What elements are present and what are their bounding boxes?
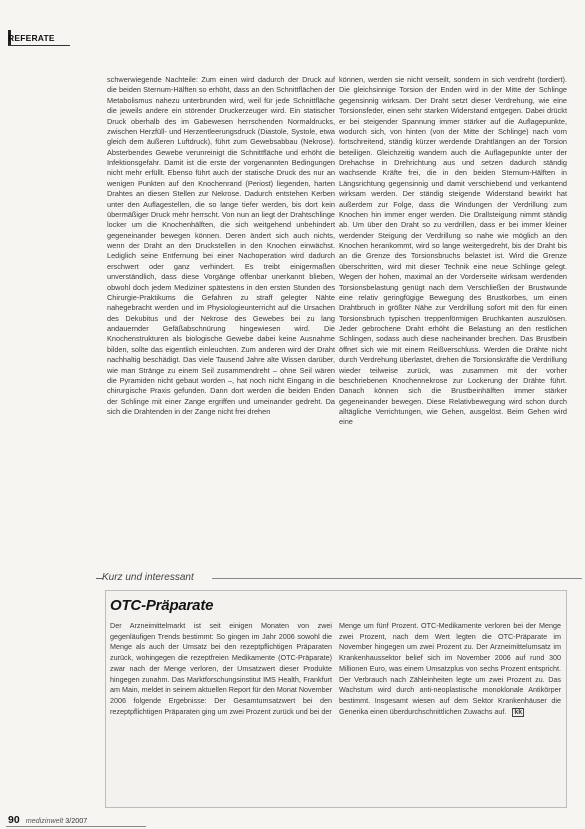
info-box-title: OTC-Präparate [110, 597, 214, 614]
kurz-section-rule [212, 578, 582, 579]
section-label: REFERATE [8, 33, 55, 43]
footer-rule [6, 826, 146, 827]
kurz-section-label: Kurz und interessant [102, 572, 194, 583]
info-box-right-text: Menge um fünf Prozent. OTC-Medikamente verloren bei der Menge zwei Prozent, nach dem Wert legten die OTC-Präparate im November hingegen um zwei Prozent zu. Der Arzneimittelumsatz im Krankenhaussektor belief sich im November 2006 auf rund 300 Millionen Euro, was einem Umsatzplus von sechs Prozent entspricht. Der Verbrauch nach Zähleinheiten legte um zwei Prozent zu. Das Wachstum wird durch anti-neoplastische monoklonale Antikörper bestimmt. Insgesamt wiesen auf dem Sektor Krankenhäuser die Generika einen überdurchschnittlichen Zuwachs auf. [339, 621, 561, 716]
end-mark: kk [514, 708, 523, 716]
page-number: 90 [8, 814, 20, 826]
page-footer [8, 814, 87, 826]
info-box-column-left: Der Arzneimittelmarkt ist seit einigen Monaten von zwei gegenläufigen Trends bestimmt: So gingen im Jahr 2006 sowohl die Menge als auch der Umsatz bei den rezeptpflichtigen Präparaten zurück, wohingegen die rezeptfreien Medikamente (OTC-Präparate) zwar nach der Menge verloren, der Umsatzwert dieser Produkte hingegen zunahm. Das Marktforschungsinstitut IMS Health, Frankfurt am Main, meldet in seinem aktuellen Report für den Monat November 2006 folgende Ergebnisse: Der Gesamtumsatzwert bei den rezeptpflichtigen Präparaten ging um zwei Prozent zurück und bei der [110, 621, 332, 716]
info-box-column-right [339, 621, 561, 717]
magazine-name: medizinwelt [25, 816, 64, 825]
issue-number: 3/2007 [65, 816, 88, 825]
body-column-right: können, werden sie nicht verseilt, sondern in sich verdreht (tordiert). Die gleichsinnige Torsion der Enden wird in der Mitte der Schlinge gegensinnig wirksam. Der Draht setzt dieser Verdrehung, wie eine Torsionsfeder, einen sehr starken Widerstand entgegen. Dabei drückt er bei steigender Spannung immer stärker auf die Auflagepunkte, wodurch sich, von hinten (von der Mitte der Schlinge) nach vorn fortschreitend, ständig kürzer werdende Drahtlängen an der Torsion beteiligen. Gleichzeitig wandern auch die Auflagepunkte unter der Drehachse in Drehrichtung aus und setzen dadurch ständig wachsende Kräfte frei, die in den beiden Sternum-Hälften in Längsrichtung gegensinnig und damit verschiebend und verkantend wirksam werden. Der ständig steigende Widerstand bewirkt hat außerdem zur Folge, dass die Windungen der Verdrillung zum Knochen hin immer enger werden. Die Drallsteigung nimmt ständig ab. Um über den Draht so zu verdrillen, dass er bei immer kleiner werdender Steigung der Verdrillung so nahe wie möglich an den Knochen herankommt, wird so lange weitergedreht, bis der Draht bis an die Grenze des Torsionsbruchs belastet ist. Wird die Grenze überschritten, wird mit dieser Technik eine neue Schlinge gelegt. Wegen der hohen, maximal an der Vorderseite wirksam werdenden Torsionsbelastung genügt nach dem Verschließen der Brustwunde eine relativ geringfügige Bewegung des Brustkorbes, um einen Drahtbruch in größter Nähe zur Verdrillung sofort mit den für einen Torsionsbruch typischen treppenförmigen Bruchkanten auszulösen. Jeder gebrochene Draht erhöht die Belastung an den restlichen Schlingen, sodass auch diese nacheinander brechen. Das Brustbein öffnet sich wie mit einem Reißverschluss. Werden die Drähte nicht durch Verdrehung überlastet, drehen die Torsionskräfte die Verdrillung wieder teilweise zurück, was zusammen mit der vorher beschriebenen Knochennekrose zur Lockerung der Drähte führt. Danach können sich die Brustbeinhälften immer stärker gegeneinander bewegen. Diese Relativbewegung wird schon durch alltägliche Verrichtungen, wie Gehen, ausgelöst. Beim Gehen wird eine [339, 75, 567, 427]
header-rule [8, 45, 70, 46]
body-column-left: schwerwiegende Nachteile: Zum einen wird dadurch der Druck auf die beiden Sternum-Hälften so erhöht, dass an den Schnittflächen der Metabolismus nahezu unterbrunden wird, weil für jede Schnittfläche die jeweils andere ein störender Druckerzeuger wird. Ein statischer Druck oberhalb des im Gabewesen herrschenden Normaldrucks, zwischen Herzfüll- und Herzentleerungsdruck (Diastole, Systole, etwa gleich dem äußeren Luftdruck), führt zum Gewebsabbau (Nekrose). Absterbendes Gewebe verunreinigt die Schnittfläche und erhöht die Infektionsgefahr. Damit ist die erste der vorgenannten Bedingungen nicht mehr erfüllt. Ebenso führt auch der statische Druck des nur an wenigen Punkten auf den Knochenrand (Periost) liegenden, harten Drahtes an diesen Stellen zur Nekrose. Dadurch entstehen Kerben unter den Auflagestellen, die so lange tiefer werden, bis dort kein übermäßiger Druck mehr herrscht. Von nun an liegt der Drahtschlinge locker um die Knochenhälften, die sich weitgehend unbehindert gegeneinander bewegen können. Deren ändert sich auch nichts, wenn der Draht an den Druckstellen in den Knochen einwächst. Lediglich seine Entfernung bei einer Nachoperation wird dadurch erschwert oder ganz verhindert. Es treibt einigermaßen unverständlich, dass diese Vorgänge offenbar unerkannt blieben, obwohl doch jedem Mediziner spätestens in den ersten Stunden des Chirurgie-Praktikums die Gefahren zu straff gelegter Nähte nahegebracht werden und im Physiologieunterricht auf die Ursachen des Dekubitus und der Nekrose des Gewebes bei zu lang andauernder Gefäßabschnürung hingewiesen wird. Die Knochenstrukturen als biologische Gewebe dabei keine Ausnahme bilden, sollte das eigentlich einleuchten. Zum anderen wird der Draht nachhaltig beschädigt. Das viele Tausend Jahre alte Wissen darüber, wie man Stränge zu einem Seil zusammendreht – ohne Seil wären die Pyramiden nicht gebaut worden –, hat noch nicht Eingang in die chirurgische Praxis gefunden. Dann dort werden die beiden Enden der Schlinge mit einer Zange ergriffen und umeinander gedreht. Da sich die Drahtenden in der Zange nicht frei drehen [107, 75, 335, 416]
